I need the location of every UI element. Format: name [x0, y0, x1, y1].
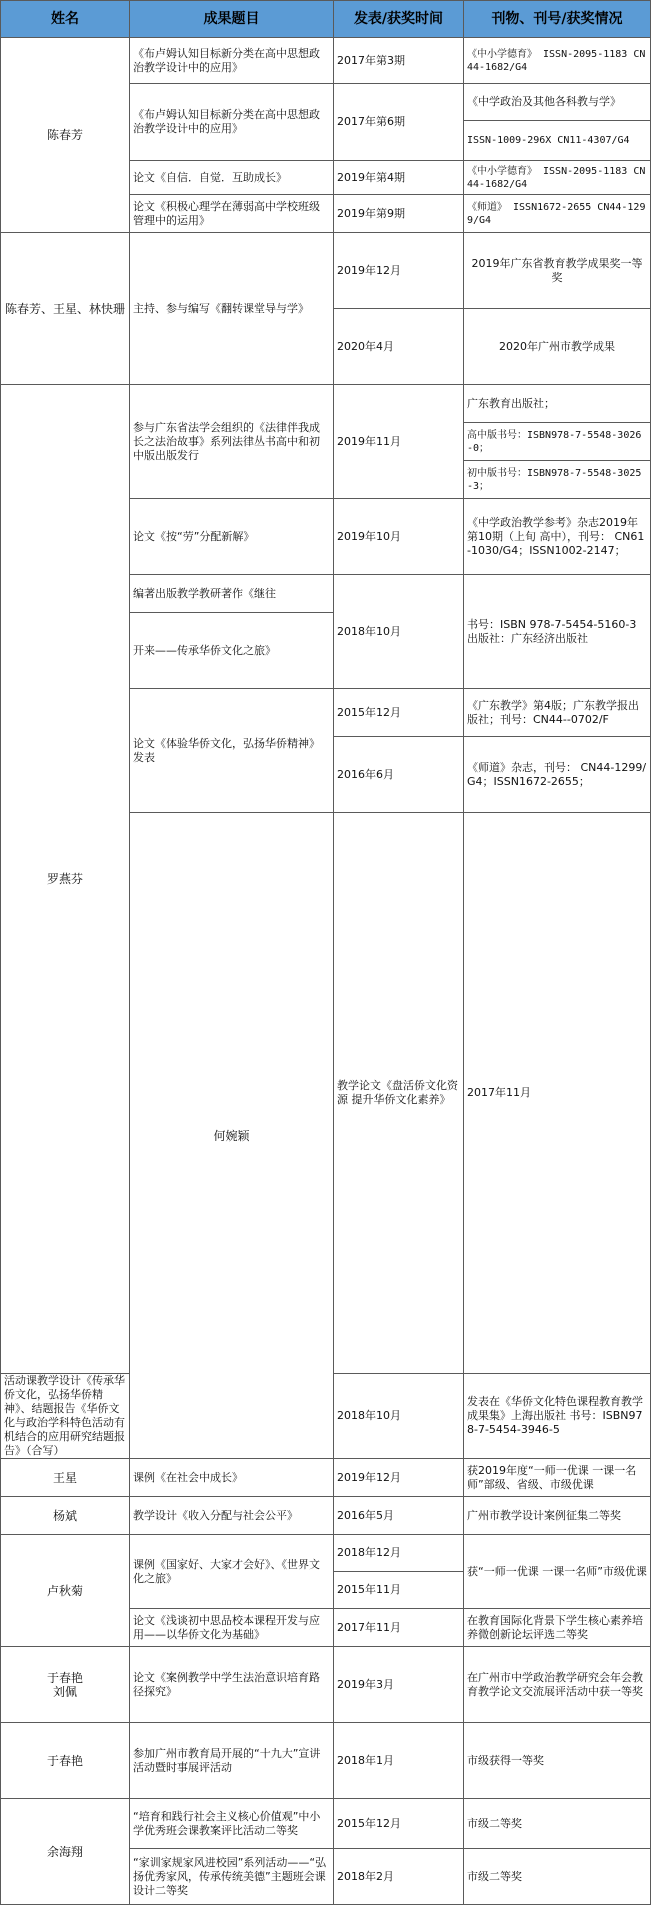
table-row	[1, 233, 651, 309]
publication-info: 在教育国际化背景下学生核心素养培养微创新论坛评选二等奖	[464, 1609, 651, 1647]
publication-info: 高中版书号：ISBN978-7-5548-3026-0；	[464, 423, 651, 461]
header-title: 成果题目	[130, 1, 334, 38]
achievement-time: 2015年12月	[334, 1799, 464, 1849]
achievement-time: 2015年11月	[334, 1572, 464, 1609]
achievement-time: 2019年第4期	[334, 161, 464, 195]
achievement-title: “家训家规家风进校园”系列活动——“弘扬优秀家风，传承传统美德”主题班会课设计二等奖	[130, 1849, 334, 1905]
publication-info: 获“一师一优课 一课一名师”市级优课	[464, 1535, 651, 1609]
header-row	[1, 1, 651, 38]
header-time: 发表/获奖时间	[334, 1, 464, 38]
person-name: 卢秋菊	[1, 1535, 130, 1647]
publication-info: 市级二等奖	[464, 1849, 651, 1905]
achievement-time: 2018年10月	[334, 575, 464, 689]
table-row	[1, 1647, 651, 1723]
achievement-time: 2016年5月	[334, 1497, 464, 1535]
achievement-title: 主持、参与编写《翻转课堂导与学》	[130, 233, 334, 385]
achievement-time: 2020年4月	[334, 309, 464, 385]
achievement-title: 参与广东省法学会组织的《法律伴我成长之法治故事》系列法律丛书高中和初中版出版发行	[130, 385, 334, 499]
publication-info: 《中小学德育》 ISSN-2095-1183 CN44-1682/G4	[464, 38, 651, 84]
publication-info: 广东教育出版社；	[464, 385, 651, 423]
achievement-title: 课例《国家好、大家才会好》、《世界文化之旅》	[130, 1535, 334, 1609]
table-row	[1, 1459, 651, 1497]
publication-info: 《师道》 ISSN1672-2655 CN44-1299/G4	[464, 195, 651, 233]
achievement-time: 2019年12月	[334, 233, 464, 309]
publication-info: 《中学政治教学参考》杂志2019年第10期（上旬 高中），刊号： CN61-1030/G4；ISSN1002-2147；	[464, 499, 651, 575]
publication-info: 书号：ISBN 978-7-5454-5160-3出版社：广东经济出版社	[464, 575, 651, 689]
person-name: 余海翔	[1, 1799, 130, 1905]
achievement-time: 2018年10月	[334, 1374, 464, 1459]
table-row	[1, 1723, 651, 1799]
achievement-title: 《布卢姆认知目标新分类在高中思想政治教学设计中的应用》	[130, 84, 334, 161]
table-row	[1, 1799, 651, 1849]
publication-info: 《中小学德育》 ISSN-2095-1183 CN44-1682/G4	[464, 161, 651, 195]
publication-info: 2020年广州市教学成果	[464, 309, 651, 385]
achievement-time: 2019年12月	[334, 1459, 464, 1497]
achievement-title: 论文《案例教学中学生法治意识培育路径探究》	[130, 1647, 334, 1723]
achievement-time: 2019年第9期	[334, 195, 464, 233]
achievement-title: 课例《在社会中成长》	[130, 1459, 334, 1497]
achievement-time: 2015年12月	[334, 689, 464, 737]
person-name: 陈春芳	[1, 38, 130, 233]
person-name: 王星	[1, 1459, 130, 1497]
publication-info: 在广州市中学政治教学研究会年会教育教学论文交流展评活动中获一等奖	[464, 1647, 651, 1723]
publication-info: 2019年广东省教育教学成果奖一等奖	[464, 233, 651, 309]
publication-info: ISSN-1009-296X CN11-4307/G4	[464, 121, 651, 161]
person-name: 陈春芳、王星、林快珊	[1, 233, 130, 385]
person-name: 罗燕芬	[1, 385, 130, 1374]
publication-info: 《中学政治及其他各科教与学》	[464, 84, 651, 121]
achievement-title: 论文《体验华侨文化，弘扬华侨精神》发表	[130, 689, 334, 813]
achievement-time: 2019年3月	[334, 1647, 464, 1723]
person-name: 于春艳 刘佩	[1, 1647, 130, 1723]
achievement-time: 2018年1月	[334, 1723, 464, 1799]
publication-info: 获2019年度“一师一优课 一课一名师”部级、省级、市级优课	[464, 1459, 651, 1497]
header-name: 姓名	[1, 1, 130, 38]
achievement-title: 参加广州市教育局开展的“十九大”宣讲活动暨时事展评活动	[130, 1723, 334, 1799]
achievement-time: 2017年第6期	[334, 84, 464, 161]
achievement-title: 活动课教学设计《传承华侨文化，弘扬华侨精神》、结题报告《华侨文化与政治学科特色活动有机结合的应用研究结题报告》（合写）	[1, 1374, 130, 1459]
achievement-title: 论文《按“劳”分配新解》	[130, 499, 334, 575]
achievement-title: 论文《浅谈初中思品校本课程开发与应用——以华侨文化为基础》	[130, 1609, 334, 1647]
achievement-title: 论文《积极心理学在薄弱高中学校班级管理中的运用》	[130, 195, 334, 233]
achievement-title: 教学设计《收入分配与社会公平》	[130, 1497, 334, 1535]
publication-info: 发表在《华侨文化特色课程教育教学成果集》上海出版社 书号：ISBN978-7-5454-3946-5	[464, 1374, 651, 1459]
achievement-time: 2017年第3期	[334, 38, 464, 84]
achievement-time: 2016年6月	[334, 737, 464, 813]
header-publication: 刊物、刊号/获奖情况	[464, 1, 651, 38]
achievement-time: 2018年2月	[334, 1849, 464, 1905]
publication-info: 市级二等奖	[464, 1799, 651, 1849]
publication-info: 《师道》杂志，刊号： CN44-1299/G4；ISSN1672-2655；	[464, 737, 651, 813]
table-row	[1, 1497, 651, 1535]
publication-info: 初中版书号：ISBN978-7-5548-3025-3；	[464, 461, 651, 499]
person-name: 何婉颖	[130, 813, 334, 1459]
achievement-title: 教学论文《盘活侨文化资源 提升华侨文化素养》	[334, 813, 464, 1374]
achievement-title: “培育和践行社会主义核心价值观”中小学优秀班会课教案评比活动二等奖	[130, 1799, 334, 1849]
achievement-time: 2019年11月	[334, 385, 464, 499]
achievement-title: 编著出版教学教研著作《继往	[130, 575, 334, 613]
achievement-title: 开来——传承华侨文化之旅》	[130, 613, 334, 689]
achievement-title: 论文《自信．自觉．互助成长》	[130, 161, 334, 195]
achievement-time: 2019年10月	[334, 499, 464, 575]
achievement-time: 2018年12月	[334, 1535, 464, 1572]
table-row	[1, 38, 651, 84]
publication-info: 《广东教学》第4版；广东教学报出版社；刊号：CN44--0702/F	[464, 689, 651, 737]
publication-info: 广州市教学设计案例征集二等奖	[464, 1497, 651, 1535]
table-row	[1, 1535, 651, 1572]
publication-info: 市级获得一等奖	[464, 1723, 651, 1799]
person-name: 于春艳	[1, 1723, 130, 1799]
person-name: 杨斌	[1, 1497, 130, 1535]
table-row	[1, 385, 651, 423]
achievement-time: 2017年11月	[334, 1609, 464, 1647]
achievement-title: 《布卢姆认知目标新分类在高中思想政治教学设计中的应用》	[130, 38, 334, 84]
achievement-time: 2017年11月	[464, 813, 651, 1374]
